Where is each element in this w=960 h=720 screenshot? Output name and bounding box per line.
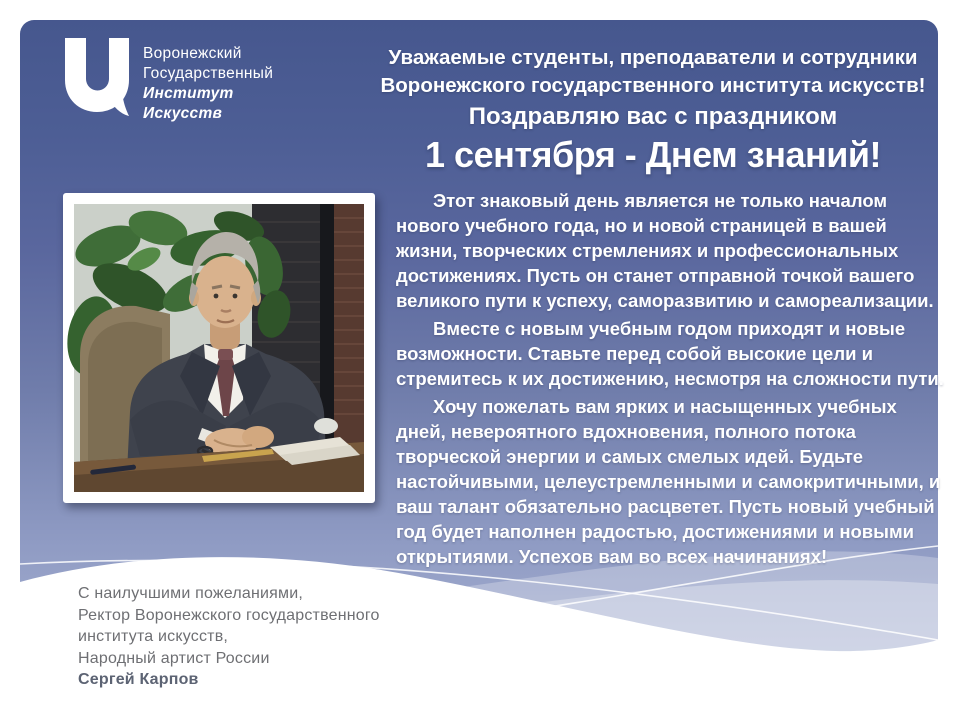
institute-logo-icon [65,38,129,116]
rector-photo [63,193,375,503]
slide-title: 1 сентября - Днем знаний! [425,134,881,175]
institute-logo [65,38,273,124]
signature-name: Сергей Карпов [78,671,199,688]
signature-line: Народный артист России [78,649,270,667]
body-paragraph-3: Хочу пожелать вам ярких и насыщенных учебных дней, невероятного вдохновения, полного потока творческой энергии и самых смелых идей. Будьте настойчивыми, целеустремленными и самокритичными, и ваш талант обязательно расцветет. Пусть новый учебный год будет наполнен радостью, достижениями и новыми открытиями. Успехов вам во всех начинаниях! [396,396,941,567]
signature-line: С наилучшими пожеланиями, [78,585,304,602]
institute-name-line: Воронежский [143,45,242,62]
institute-name-line: Институт [143,85,234,102]
greeting-body [396,188,948,572]
institute-name-line: Искусств [143,105,223,122]
signature-line: института искусств, [78,628,229,645]
rector-photo-illustration [74,204,364,492]
greeting-line-2: Воронежского государственного института искусств! [380,73,926,97]
slide-panel [20,20,944,688]
greeting-header [378,44,928,175]
greeting-line-1: Уважаемые студенты, преподаватели и сотрудники [388,46,918,69]
body-paragraph-2: Вместе с новым учебным годом приходят и новые возможности. Ставьте перед собой высокие цели и стремитесь к их достижению, несмотря на сложности пути. [396,318,944,389]
institute-name [143,38,273,124]
signature-line: Ректор Воронежского государственного [78,606,380,624]
signature-block [78,583,380,691]
body-paragraph-1: Этот знаковый день является не только началом нового учебного года, но и новой страницей в вашей жизни, творческих стремлениях и профессиональных достижениях. Пусть он станет отправной точкой вашего великого пути к успеху, саморазвитию и самореализации. [396,190,934,311]
institute-name-line: Государственный [143,65,274,82]
greeting-line-3: Поздравляю вас с праздником [468,103,838,130]
